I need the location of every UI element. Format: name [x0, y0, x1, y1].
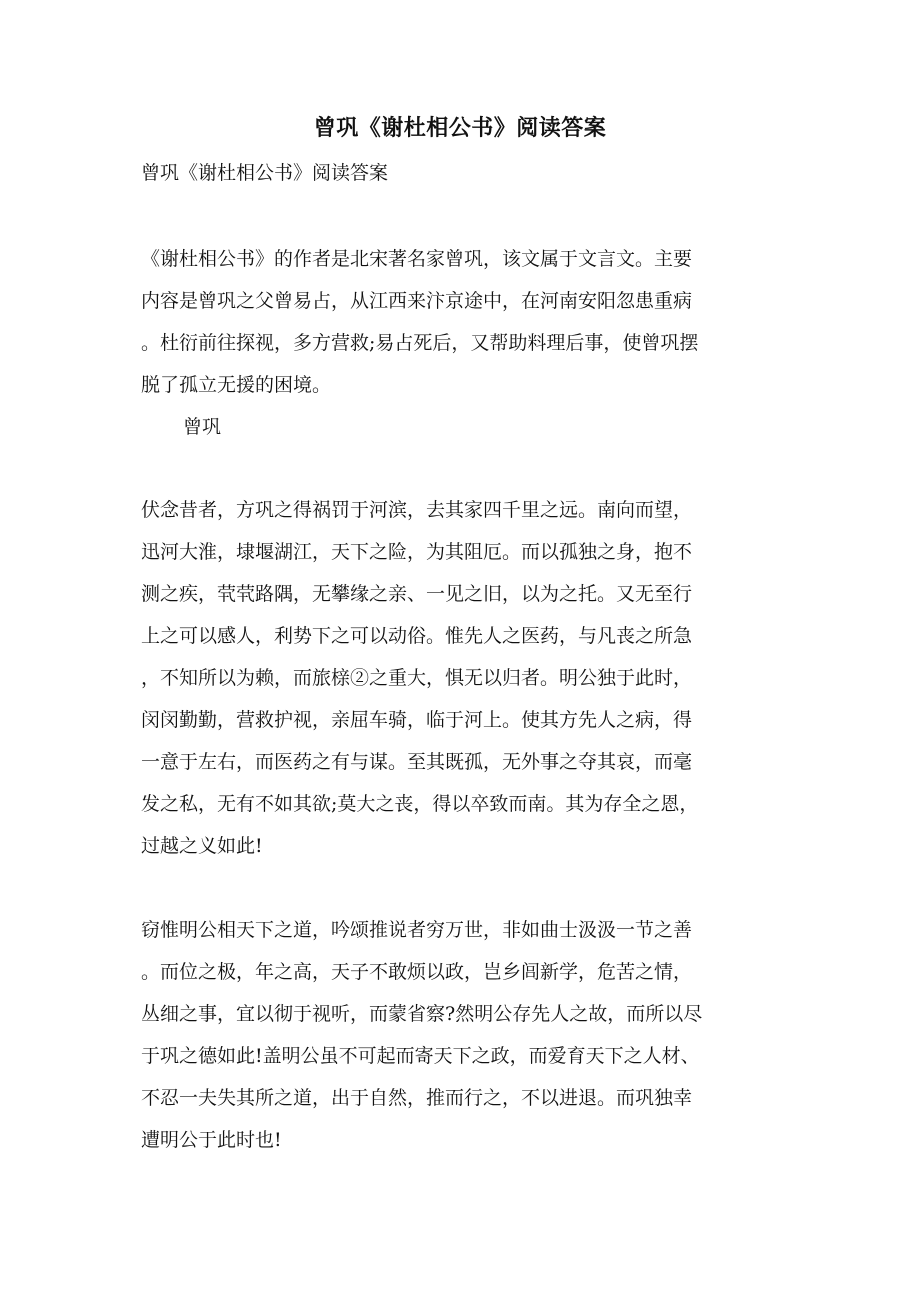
paragraph-line: 不忍一夫失其所之道，出于自然，推而行之，不以进退。而巩独幸 [141, 1087, 693, 1109]
paragraph-line: 测之疾，茕茕路隅，无攀缘之亲、一见之旧，以为之托。又无至行 [141, 583, 693, 605]
document-subtitle: 曾巩《谢杜相公书》阅读答案 [141, 162, 389, 184]
paragraph-line: 伏念昔者，方巩之得祸罚于河滨，去其家四千里之远。南向而望， [141, 499, 693, 521]
intro-line: 脱了孤立无援的困境。 [141, 374, 332, 396]
author-name: 曾巩 [183, 416, 222, 438]
paragraph-line: 上之可以感人，利势下之可以动俗。惟先人之医药，与凡丧之所急 [141, 625, 693, 647]
paragraph-line: 于巩之德如此!盖明公虽不可起而寄天下之政，而爱育天下之人材、 [141, 1045, 700, 1067]
paragraph-line: 迅河大淮，埭堰湖江，天下之险，为其阻厄。而以孤独之身，抱不 [141, 541, 693, 563]
intro-line: 内容是曾巩之父曾易占，从江西来汴京途中，在河南安阳忽患重病 [141, 290, 693, 312]
paragraph-line: 丛细之事，宜以彻于视听，而蒙省察?然明公存先人之故，而所以尽 [141, 1003, 703, 1025]
intro-line: 。杜衍前往探视，多方营救;易占死后，又帮助料理后事，使曾巩摆 [141, 332, 699, 354]
paragraph-line: 遭明公于此时也! [141, 1129, 282, 1151]
paragraph-line: 闵闵勤勤，营救护视，亲屈车骑，临于河上。使其方先人之病，得 [141, 709, 693, 731]
letter-paragraph-2 [141, 909, 781, 1161]
intro-paragraph [141, 238, 781, 406]
paragraph-line: 发之私，无有不如其欲;莫大之丧，得以卒致而南。其为存全之恩， [141, 793, 699, 815]
paragraph-line: ，不知所以为赖，而旅榇②之重大，惧无以归者。明公独于此时， [141, 667, 693, 689]
document-title: 曾巩《谢杜相公书》阅读答案 [313, 115, 607, 141]
letter-paragraph-1 [141, 489, 781, 867]
intro-line: 《谢杜相公书》的作者是北宋著名家曾巩，该文属于文言文。主要 [141, 248, 693, 270]
paragraph-line: 一意于左右，而医药之有与谋。至其既孤，无外事之夺其哀，而毫 [141, 751, 693, 773]
paragraph-line: 。而位之极，年之高，天子不敢烦以政，岂乡闾新学，危苦之情， [141, 961, 693, 983]
paragraph-line: 过越之义如此! [141, 835, 263, 857]
paragraph-line: 窃惟明公相天下之道，吟颂推说者穷万世，非如曲士汲汲一节之善 [141, 919, 693, 941]
